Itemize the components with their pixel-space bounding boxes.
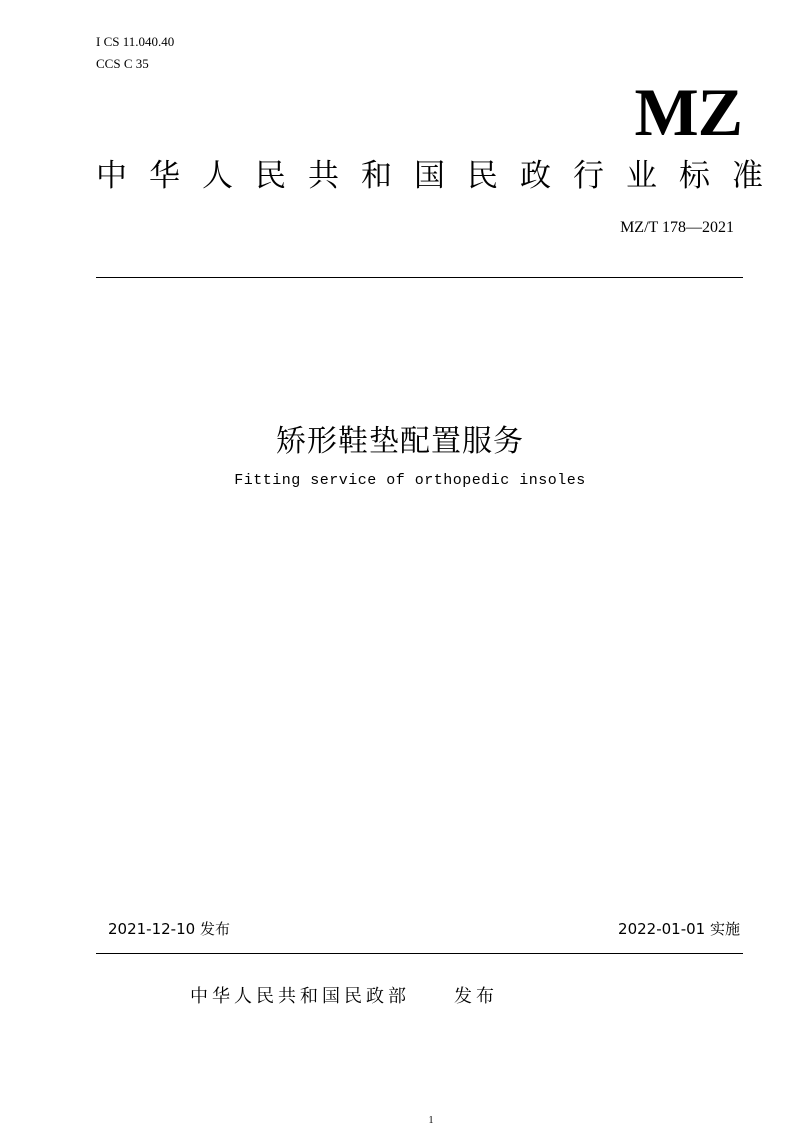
standard-number: MZ/T 178—2021 xyxy=(620,219,734,236)
page-number: 1 xyxy=(428,1115,434,1126)
implementation-date: 2022-01-01 实施 xyxy=(618,920,740,938)
issue-date: 2021-12-10 发布 xyxy=(108,920,230,938)
issuer-name: 中华人民共和国民政部 xyxy=(190,986,410,1007)
standard-type-heading: 中华人民共和国民政行业标准 xyxy=(96,158,785,194)
ics-code: I CS 11.040.40 xyxy=(96,34,175,49)
ccs-code: CCS C 35 xyxy=(96,56,149,71)
document-title-english: Fitting service of orthopedic insoles xyxy=(234,472,586,489)
top-divider xyxy=(96,277,743,278)
issuer-action: 发布 xyxy=(454,986,498,1007)
issuer-line xyxy=(190,986,498,1008)
standard-logo: MZ xyxy=(634,74,742,150)
document-title-chinese: 矫形鞋垫配置服务 xyxy=(276,424,524,459)
bottom-divider xyxy=(96,953,743,954)
